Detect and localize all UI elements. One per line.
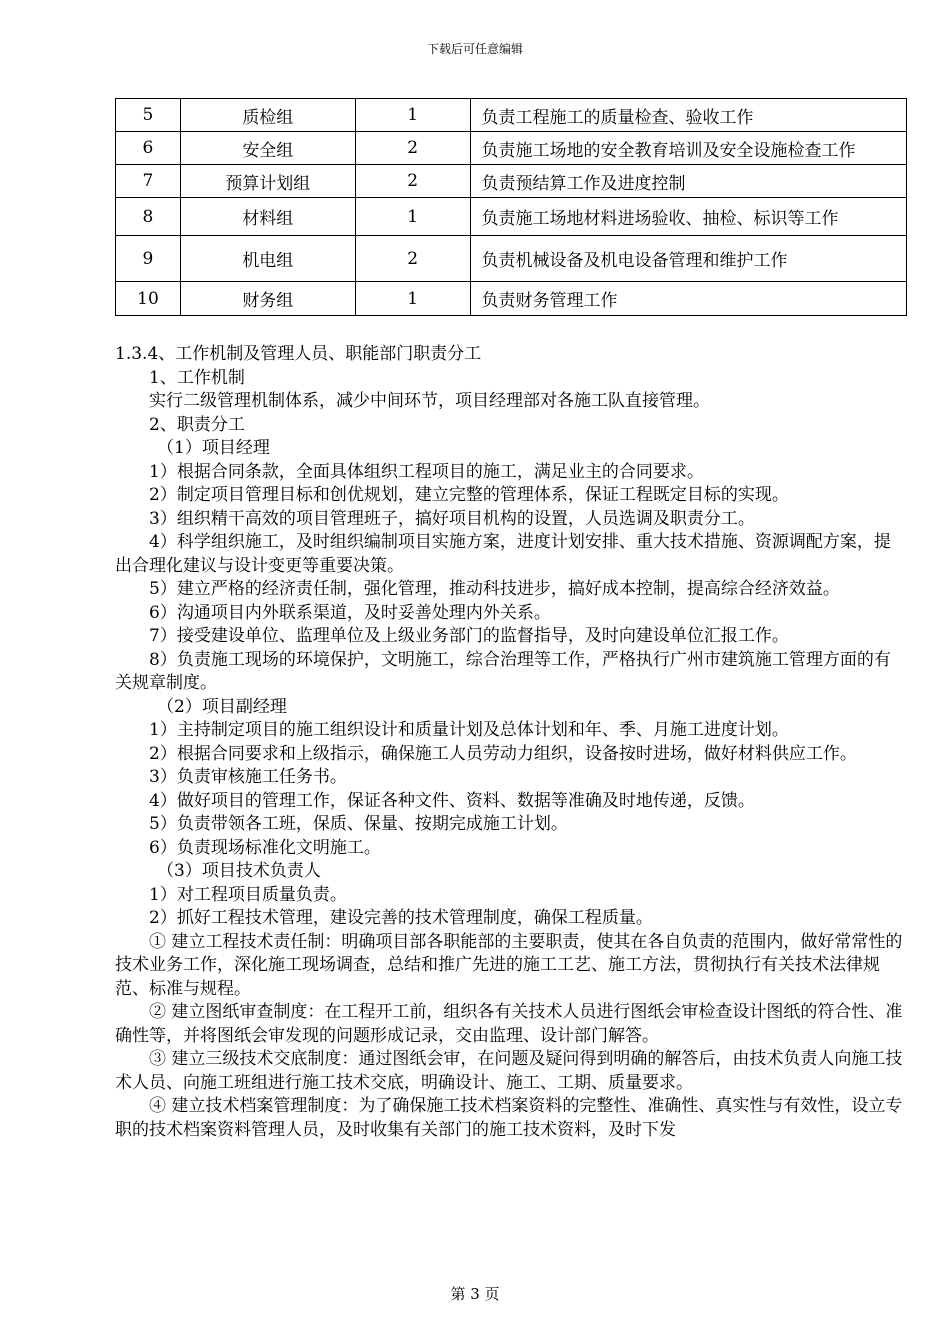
paragraph: 实行二级管理机制体系，减少中间环节，项目经理部对各施工队直接管理。 xyxy=(149,391,710,411)
cell-count: 2 xyxy=(355,165,470,198)
list-item: 2）制定项目管理目标和创优规划，建立完整的管理体系，保证工程既定目标的实现。 xyxy=(149,485,789,505)
duty-table xyxy=(115,98,907,316)
list-item: 4）做好项目的管理工作，保证各种文件、资料、数据等准确及时地传递，反馈。 xyxy=(149,790,755,811)
section-heading: 1.3.4、工作机制及管理人员、职能部门职责分工 xyxy=(115,344,482,364)
list-item: 5）负责带领各工班，保质、保量、按期完成施工计划。 xyxy=(149,814,568,834)
list-item: 1）根据合同条款，全面具体组织工程项目的施工，满足业主的合同要求。 xyxy=(149,461,704,482)
list-item: ② 建立图纸审查制度：在工程开工前，组织各有关技术人员进行图纸会审检查设计图纸的符合性、准确性等，并将图纸会审发现的问题形成记录，交由监理、设计部门解答。 xyxy=(115,1002,903,1046)
list-item: ④ 建立技术档案管理制度：为了确保施工技术档案资料的完整性、准确性、真实性与有效性，设立专职的技术档案资料管理人员，及时收集有关部门的施工技术资料，及时下发 xyxy=(115,1096,903,1140)
table-row xyxy=(116,165,907,198)
list-item: 7）接受建设单位、监理单位及上级业务部门的监督指导，及时向建设单位汇报工作。 xyxy=(149,626,789,646)
cell-duty: 负责施工场地材料进场验收、抽检、标识等工作 xyxy=(470,198,906,236)
table-row xyxy=(116,282,907,316)
subheading: （1）项目经理 xyxy=(157,438,270,458)
cell-count: 2 xyxy=(355,132,470,165)
list-item: 1）对工程项目质量负责。 xyxy=(149,884,347,905)
cell-group: 机电组 xyxy=(180,236,355,282)
table-row xyxy=(116,236,907,282)
cell-no: 7 xyxy=(116,165,181,198)
table-row xyxy=(116,99,907,132)
list-item: 3）负责审核施工任务书。 xyxy=(149,767,347,787)
cell-duty: 负责施工场地的安全教育培训及安全设施检查工作 xyxy=(470,132,906,165)
body-text xyxy=(115,343,907,1142)
subheading: 1、工作机制 xyxy=(149,367,245,388)
cell-no: 5 xyxy=(116,99,181,132)
subheading: 2、职责分工 xyxy=(149,414,245,435)
cell-duty: 负责机械设备及机电设备管理和维护工作 xyxy=(470,236,906,282)
list-item: ③ 建立三级技术交底制度：通过图纸会审，在问题及疑问得到明确的解答后，由技术负责人向施工技术人员、向施工班组进行施工技术交底，明确设计、施工、工期、质量要求。 xyxy=(115,1049,903,1093)
list-item: 6）沟通项目内外联系渠道，及时妥善处理内外关系。 xyxy=(149,602,551,623)
cell-duty: 负责工程施工的质量检查、验收工作 xyxy=(470,99,906,132)
cell-count: 1 xyxy=(355,282,470,316)
cell-group: 预算计划组 xyxy=(180,165,355,198)
subheading: （2）项目副经理 xyxy=(157,696,287,717)
list-item: 8）负责施工现场的环境保护，文明施工，综合治理等工作，严格执行广州市建筑施工管理方面的有关规章制度。 xyxy=(115,649,891,693)
cell-count: 2 xyxy=(355,236,470,282)
list-item: 6）负责现场标准化文明施工。 xyxy=(149,837,381,858)
table-row xyxy=(116,198,907,236)
list-item: 2）根据合同要求和上级指示，确保施工人员劳动力组织，设备按时进场，做好材料供应工作。 xyxy=(149,743,857,764)
cell-count: 1 xyxy=(355,198,470,236)
cell-no: 6 xyxy=(116,132,181,165)
cell-no: 10 xyxy=(116,282,181,316)
list-item: 5）建立严格的经济责任制，强化管理，推动科技进步，搞好成本控制，提高综合经济效益。 xyxy=(149,579,840,599)
cell-group: 安全组 xyxy=(180,132,355,165)
cell-count: 1 xyxy=(355,99,470,132)
list-item: 4）科学组织施工，及时组织编制项目实施方案，进度计划安排、重大技术措施、资源调配方案，提出合理化建议与设计变更等重要决策。 xyxy=(115,532,891,576)
list-item: 2）抓好工程技术管理，建设完善的技术管理制度，确保工程质量。 xyxy=(149,908,653,928)
list-item: ① 建立工程技术责任制：明确项目部各职能部的主要职责，使其在各自负责的范围内，做好常常性的技术业务工作，深化施工现场调查，总结和推广先进的施工工艺、施工方法，贯彻执行有关技术法律规范、标准与规程。 xyxy=(115,931,903,999)
cell-duty: 负责预结算工作及进度控制 xyxy=(470,165,906,198)
cell-group: 财务组 xyxy=(180,282,355,316)
list-item: 3）组织精干高效的项目管理班子，搞好项目机构的设置，人员选调及职责分工。 xyxy=(149,508,755,529)
cell-group: 质检组 xyxy=(180,99,355,132)
page-footer: 第 3 页 xyxy=(450,1285,500,1303)
cell-duty: 负责财务管理工作 xyxy=(470,282,906,316)
subheading: （3）项目技术负责人 xyxy=(157,861,321,881)
list-item: 1）主持制定项目的施工组织设计和质量计划及总体计划和年、季、月施工进度计划。 xyxy=(149,720,789,740)
page-header: 下载后可任意编辑 xyxy=(426,42,523,56)
cell-no: 9 xyxy=(116,236,181,282)
table-row xyxy=(116,132,907,165)
cell-no: 8 xyxy=(116,198,181,236)
cell-group: 材料组 xyxy=(180,198,355,236)
